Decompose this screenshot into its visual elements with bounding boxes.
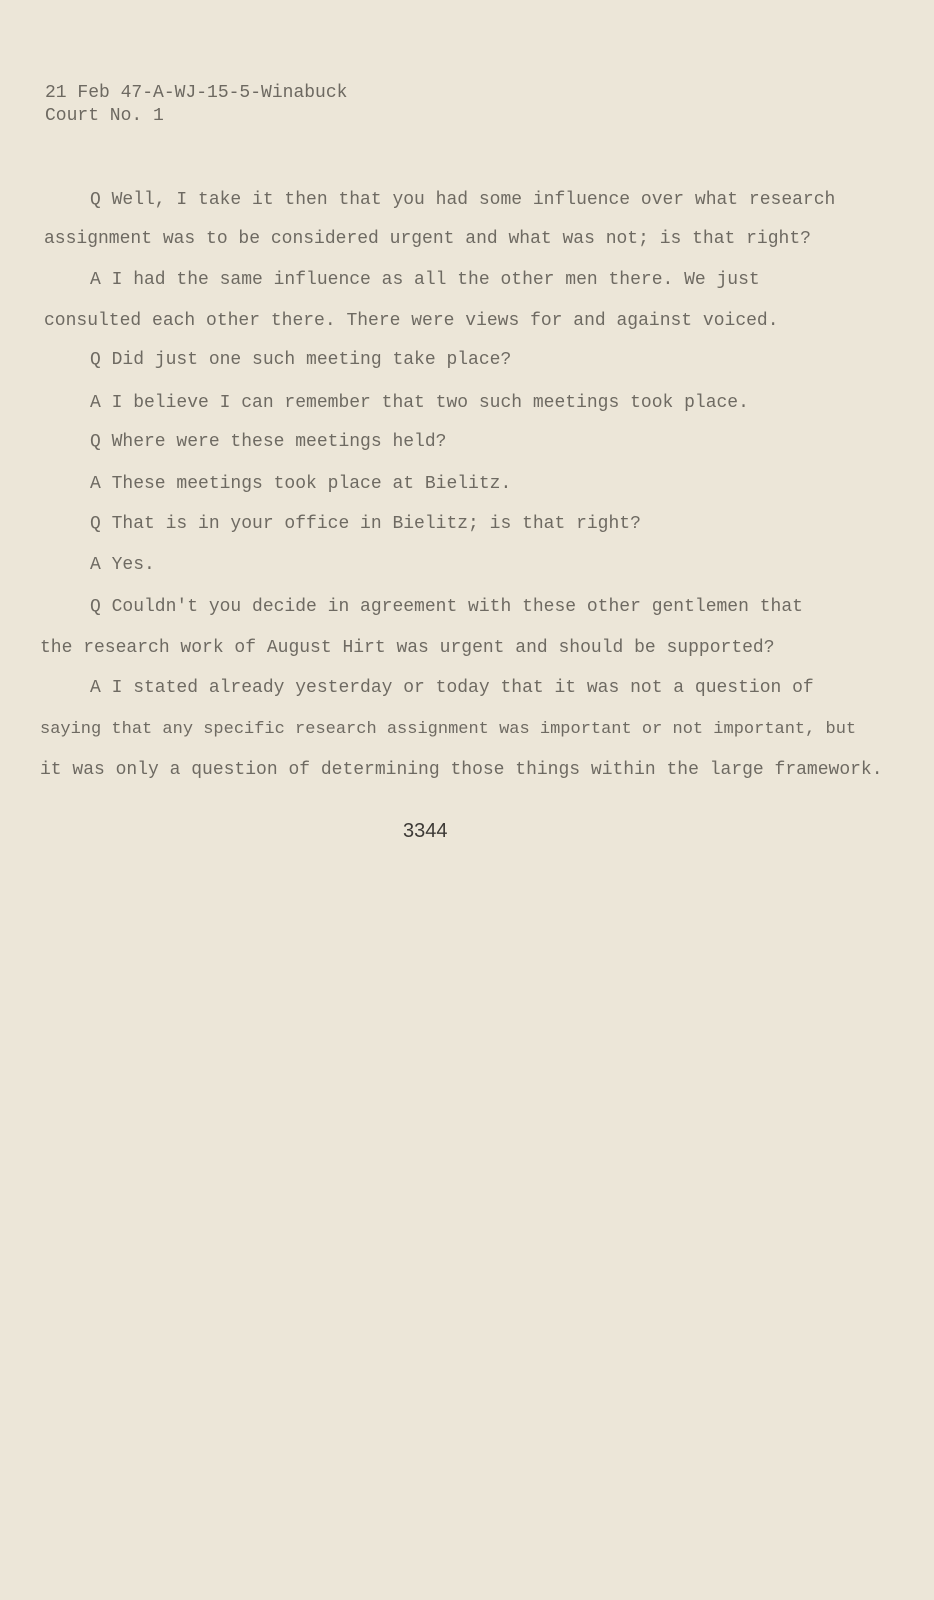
a5-line2: saying that any specific research assignment was important or not important, but [40,720,857,739]
page-number: 3344 [403,820,448,842]
q4-line: Q That is in your office in Bielitz; is that right? [90,514,641,534]
a2-line: A I believe I can remember that two such meetings took place. [90,393,749,413]
header-court: Court No. 1 [45,106,164,126]
a5-line3: it was only a question of determining those things within the large framework. [40,760,883,780]
a1-line1: A I had the same influence as all the other men there. We just [90,270,760,290]
document-header [45,82,347,128]
a5-line1: A I stated already yesterday or today that it was not a question of [90,678,814,698]
q3-line: Q Where were these meetings held? [90,432,447,452]
q1-line2: assignment was to be considered urgent and what was not; is that right? [44,229,811,249]
q5-line2: the research work of August Hirt was urgent and should be supported? [40,638,775,658]
a4-line: A Yes. [90,555,155,575]
header-date-code: 21 Feb 47-A-WJ-15-5-Winabuck [45,83,348,103]
q5-line1: Q Couldn't you decide in agreement with these other gentlemen that [90,597,803,617]
a1-line2: consulted each other there. There were views for and against voiced. [44,311,779,331]
q1-line1: Q Well, I take it then that you had some influence over what research [90,190,836,210]
q2-line: Q Did just one such meeting take place? [90,350,512,370]
a3-line: A These meetings took place at Bielitz. [90,474,512,494]
